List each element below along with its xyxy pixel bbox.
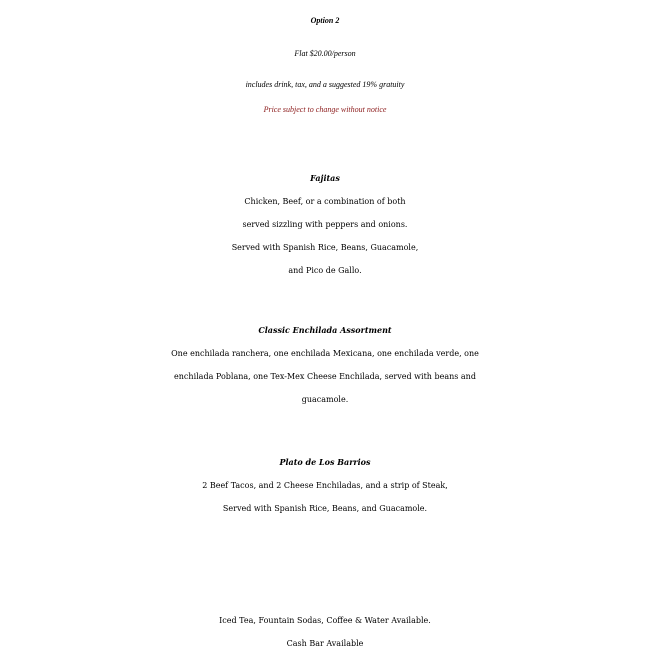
description-line: guacamole.	[301, 395, 349, 404]
price-notice: Price subject to change without notice	[263, 105, 387, 114]
item-description	[0, 342, 650, 411]
item-name: Fajitas	[310, 173, 340, 183]
item-description	[0, 474, 650, 520]
description-line: and Pico de Gallo.	[288, 266, 362, 275]
description-line: Served with Spanish Rice, Beans, Guacamole,	[231, 243, 419, 252]
item-description	[0, 190, 650, 282]
cash-bar-line: Cash Bar Available	[286, 639, 364, 648]
menu-item-enchiladas	[0, 319, 650, 411]
item-name: Classic Enchilada Assortment	[258, 325, 392, 335]
footer	[0, 609, 650, 655]
option-title: Option 2	[310, 16, 340, 25]
description-line: One enchilada ranchera, one enchilada Mexicana, one enchilada verde, one	[171, 349, 479, 358]
description-line: Served with Spanish Rice, Beans, and Guacamole.	[222, 504, 428, 513]
description-line: enchilada Poblana, one Tex-Mex Cheese Enchilada, served with beans and	[174, 372, 476, 381]
description-line: 2 Beef Tacos, and 2 Cheese Enchiladas, and a strip of Steak,	[202, 481, 448, 490]
menu-item-plato	[0, 451, 650, 520]
includes-line: includes drink, tax, and a suggested 19% gratuity	[245, 80, 405, 89]
menu-item-fajitas	[0, 167, 650, 282]
drinks-line: Iced Tea, Fountain Sodas, Coffee & Water Available.	[219, 616, 431, 625]
description-line: Chicken, Beef, or a combination of both	[244, 197, 406, 206]
description-line: served sizzling with peppers and onions.	[242, 220, 408, 229]
item-name: Plato de Los Barrios	[279, 457, 371, 467]
price-line: Flat $20.00/person	[294, 49, 356, 58]
